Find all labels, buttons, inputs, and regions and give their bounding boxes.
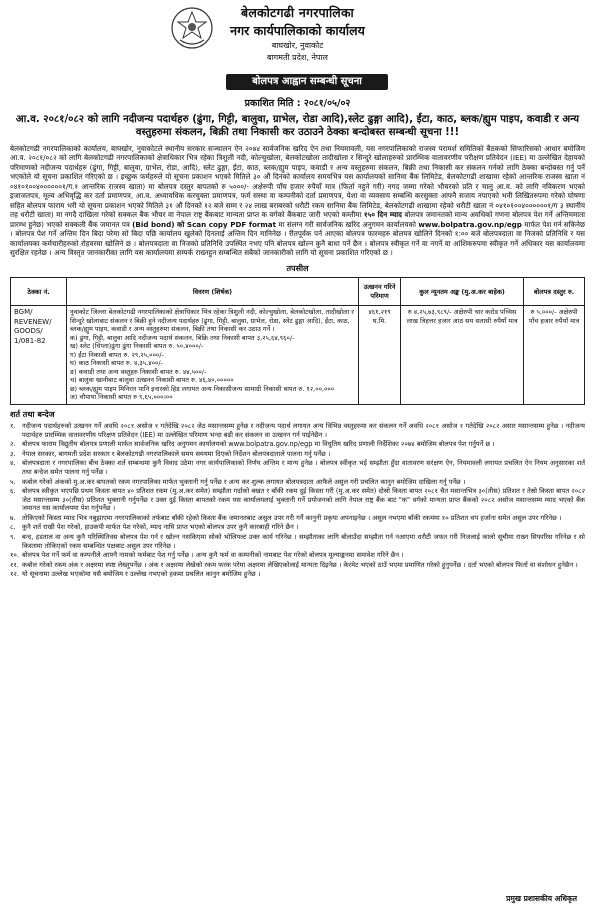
notice-banner: बोलपत्र आह्वान सम्बन्धी सूचना bbox=[226, 74, 388, 90]
address-line-1: बाघखोर, नुवाकोट bbox=[271, 41, 324, 50]
condition-number: ११. bbox=[10, 560, 19, 569]
cell-cost: रु ४,२५,७३,९८९/- अक्षेरुपी चार करोड पच्चिस लाख त्रिहत्तर हजार आठ सय सतासी रुपैयाँ मात्र bbox=[401, 306, 524, 405]
letterhead bbox=[10, 4, 585, 87]
list-item bbox=[10, 533, 585, 550]
desc-item: छ) ब्लक/ह्युम पाइप मिनिरल पानि इनारको हिड लगायत अन्य निकासीजन्य सामाग्री निकासी बापत रु. १२,००,००० bbox=[70, 384, 335, 393]
nepal-government-emblem-icon bbox=[170, 6, 214, 50]
condition-number: १. bbox=[10, 421, 16, 430]
table-row bbox=[11, 306, 585, 405]
condition-number: ८. bbox=[10, 523, 16, 532]
conditions-list bbox=[10, 422, 585, 579]
condition-text: नदीजन्य पदार्थहरुको उत्खनन गर्ने अवधि २०८१ असोज १ गतेदेखि २०८२ जेठ मसान्तसम्म हुनेछ र नदीजन्य पदार्थ लगायत अन्य विभिन्न वस्तुहरुमा कर संकलन गर्ने अवधि २०८१ असोज १ गतेदेखि २०८२ असार मसान्तसम्म हुनेछ । नदीजन्य पदार्थहरु प्रारम्भिक वातावरणीय परिक्षण प्रतिवेदन (IEE) मा उल्लेखित परिमाण भन्दा बढी कर संकलन वा उत्खनन गर्न पाईनेछैन । bbox=[22, 421, 585, 439]
list-item bbox=[10, 459, 585, 476]
header-cost: कुल न्यूनतम अङ्क (मु.अ.कर बाहेक) bbox=[401, 278, 524, 306]
signatory-title: प्रमुख प्रशासकीय अधिकृत bbox=[506, 894, 577, 903]
desc-item: ज) चौपाया निकासी बापत रु ९,६५,०००।०० bbox=[70, 393, 173, 402]
condition-text: बोलपत्र पेश गर्ने फर्म वा कम्पनीले आफ्नै नामको फर्मबाट पेश गर्नु पर्नेछ । अन्य कुनै फर्म वा कम्पनीको नामबाट पेश गरेको बोलपत्र मूल्याङ्कनमा समावेश गरिने छैन । bbox=[22, 551, 404, 560]
condition-number: ३. bbox=[10, 449, 16, 458]
condition-text: कबोल गरेको रकम अंक र अक्षरमा स्पष्ट लेख्नुपर्नेछ । अंक र अक्षरमा लेखेको रकम फरक परेमा अक्षरमा लेखिएकोलाई मान्यता दिइनेछ । केरमेट भएको ठाउँ भएमा प्रमाणित गरेको हुनुपर्नेछ । दर्ता भएको बोलपत्र फिर्ता वा संशोधन हुनेछैन । bbox=[22, 560, 578, 569]
cell-fee: रु ५,०००/- अक्षेरुपी पाँच हजार रुपैयाँ मात्र bbox=[524, 306, 585, 405]
condition-text: बन्द, हडताल वा अन्य कुनै परिस्थितिवस बोलपत्र पेश गर्न र खोल्न नसकिएमा सोको भोलिपल्ट उक्त कार्य गरिनेछ । सम्झौताका लागि बोलाउँदा सम्झौता गर्न नआएमा धरौटी जफत गरी निजलाई कालो सूचीमा राख्न सिफारिस गरिनेछ र सो किस्तामा तोकिएको रकम सम्बन्धित पक्षबाट असुल उपर गरिनेछ । bbox=[22, 533, 585, 550]
header-desc: विवरण (शिर्षक) bbox=[67, 278, 359, 306]
desc-item: ख) स्लेट (चिप्ला)ढुंगा ढुंगा निकासी बापत रु. ५०,४०००/- bbox=[70, 342, 204, 351]
desc-item: क) ढुंगा, गिट्टी, बालुवा आदि नदीजन्य पदार्थ संकलन, बिक्रि तथा निकासी बापत ३,२५,६४,९६०/- bbox=[70, 333, 295, 342]
municipality-name: बेलकोटगढी नगरपालिका bbox=[241, 5, 354, 20]
egp-link[interactable]: www.bolpatra.gov.np/egp bbox=[418, 219, 522, 229]
condition-number: ४. bbox=[10, 459, 16, 468]
body-text-part-4: मार्फत पेश गर्न सकिनेछ । बोलपत्र पेश गर्ने अन्तिम दिन बिदा परेमा सो बिदा पछि कार्यालय खुलेको दिनलाई अन्तिम दिन मानिनेछ । रीतपूर्वक पर्न आएका बोलपत्र फारमहरु बोलपत्र खोलिने दिनको १:०० बजे बोलपत्रदाता वा निजको प्रतिनिधि र यस कार्यालयका कर्मचारीहरुको रोहवरमा खोलिने छ । बोलपत्रदाता वा निजको प्रतिनिधि उपस्थित नभए पनि बोलपत्र खोल्न कुनै बाधा पर्ने छैन । बोलपत्र स्वीकृत गर्ने वा नगर्ने वा आंशिकरुपमा स्वीकृत गर्ने अधिकार यस कार्यालयमा सुरक्षित रहनेछ । अन्य विस्तृत जानकारीका लागि यस कार्यालयमा सम्पर्क राख्नहुन सम्बन्धित सबैको जानकारीको लागि यो सूचना प्रकाशित गरिएको छ । bbox=[10, 219, 585, 257]
list-item bbox=[10, 440, 585, 449]
list-item bbox=[10, 523, 585, 532]
schedule-header-row bbox=[11, 278, 585, 306]
desc-intro: नुवाकोट जिल्ला बेलकोटगढी नगरपालिकाको क्षेत्राधिकार भित्र रहेका त्रिशुली नदी, कोल्चुखोला, बेलकोटखोला, तादीखोला र सिन्दुरे खोलाबाट संकलन र बिक्री हुने नदीजन्य पदार्थहरु (ढुंगा, गिट्टी, बालुवा, ग्राभेल, रोडा, स्लेट ढुङ्गा आदि), ईंटा, काठ, ब्लक/ह्युम पाइप, कवाडी र अन्य वस्तुहरुमा संकलन, बिक्री तथा निकासी कर उठाउ गर्ने । bbox=[70, 308, 354, 334]
header-ref: ठेक्का नं. bbox=[11, 278, 67, 306]
desc-item: च) बालुवा खानीबाट बालुवा उत्खनन निकासी बापत रु. ४६,४०,००००० bbox=[70, 376, 234, 385]
condition-text: नेपाल सरकार, बागमती प्रदेश सरकार र बेलकोटगढी नगरपालिकाले समय समयमा दिएको निर्देशन बोलपत्रदाताले पालना गर्नु पर्नेछ । bbox=[22, 449, 331, 458]
condition-text: बोलपत्रदाता र नगरपालिका बीच ठेक्का शर्त सम्बन्धमा कुनै विवाद उठेमा नगर कार्यपालिकाको निर्णय अन्तिम र मान्य हुनेछ । बोलपत्र स्वीकृत भई सम्झौता हुँदा वातावरण सरंक्षण ऐन, नियमावली लगायत प्रचलित ऐन नियम अनुसारका शर्त तथा बन्देज समेत पालना गर्नु पर्नेछ । bbox=[22, 459, 585, 476]
condition-number: १०. bbox=[10, 551, 19, 560]
cell-qty: ४६१,२१९ घ.मि. bbox=[359, 306, 401, 405]
condition-text: कुनै शर्त राखी पेश गरेको, हाउकपी मार्फत पेश गरेको, म्याद नाघि प्राप्त भएको बोलपत्र उपर कुनै कारबाही गरिने छैन । bbox=[22, 523, 299, 532]
list-item bbox=[10, 570, 585, 579]
body-text-part-3: मा संलग्न गरी सार्वजनिक खरिद अनुगमन कार्यालयको bbox=[276, 219, 419, 229]
condition-text: तोकिएको किस्ता म्याद भित्र नबुझाएमा नगरपालिकाको तर्फबाट बाँकी रहेको किस्ता बैंक जमानतबाट असुल उपर गरी गर्नै कानुनी प्रकृया अपनाइनेछ । असुल नभएमा बाँकी रकममा १० प्रतिशत थप हर्जाना समेत असुल उपर गरिनेछ । bbox=[22, 513, 562, 522]
list-item bbox=[10, 422, 585, 439]
condition-number: ७. bbox=[10, 513, 16, 522]
list-item bbox=[10, 487, 585, 513]
condition-number: ५. bbox=[10, 477, 16, 486]
condition-number: २. bbox=[10, 440, 16, 449]
notice-body bbox=[10, 144, 585, 257]
header-qty: उत्खनन गरिने परिमाण bbox=[359, 278, 401, 306]
condition-number: १२. bbox=[10, 570, 19, 579]
condition-text: कबोल गरेको अंकको मु.अ.कर बापतको रकम नगरपालिका मार्फत भुक्तानी गर्नु पर्नेछ र अन्य कर शुल्क लगायत बोलपत्रदाता आफैले असुल गरी प्रचलित कानुन बमोजिम दाखिला गर्नु पर्नेछ । bbox=[22, 477, 466, 486]
condition-number: ९. bbox=[10, 533, 16, 542]
list-item bbox=[10, 561, 585, 570]
desc-item: घ) काठ निकासी बापत रु. ४,३५,४००/- bbox=[70, 359, 163, 368]
body-text-part-1: बेलकोटगढी नगरपालिकाको कार्यालय, बाघखोर, नुवाकोटले स्थानीय सरकार सञ्चालन ऐन २०७४ सार्वजनिक खरिद ऐन तथा नियमावली, यस नगरपालिकाको राजस्व परामर्श समितिको बैठकको सिफारिसको आधार बमोजिम आ.व. २०८१/०८२ को लागि बेलकोटगढी नगरपालिकाको क्षेत्राधिकार भित्र रहेका त्रिशुली नदी, कोल्चुखोला, बेलकोटखोला तादीखोला र सिन्दुरे खोलाहरुको प्रारम्भिक वातावरणीय परीक्षण प्रतिवेदन (IEE) मा उल्लेखित देहायको परिमाणको नदीजन्य पदार्थहरु (ढुंगा, गिट्टी, बालुवा, ग्राभेल, रोडा, आदि), स्लेट ढुङ्गा, ईंटा, काठ, ब्लक/ह्युम पाइप, कवाडी र अन्य वस्तुहरुमा संकलन, बिक्री तथा निकासी कर संकलन गर्नको लागि ठेक्का बन्दोबस्त गर्नु पर्ने भएकोले यो सूचना प्रकाशित गरिएको छ । इच्छुक फर्महरुले यो सूचना प्रकाशन भएको मितिले ३० औं दिनको कार्यालय समयभित्र यस कार्यालयको सानिमा बैंक लिमिटेड, बेलकोटगढी शाखामा रहेको आन्तरिक राजस्व खाता नं ०४१०१००४००००००१/ग.१ आन्तरिक राजस्व खाता) मा बोलपत्र दस्तुर बापतको रु ५०००/- अक्षेरुपी पाँच हजार रुपैयाँ मात्र (फिर्ता नहुने गरी) नगद जम्मा गरेको भौचरको प्रति र चालु आ.व. को लागि नविकरण भएको इजाजतपत्र, मूल्य अभिवृद्धि कर दर्ता प्रमाणपत्र, आ.व. अध्यावधिक करचुक्ता प्रमाणपत्र, फर्म सस्था वा कम्पनीको दर्ता प्रमाणपत्र, पेशा वा व्यवसाय सम्बन्धि करसुक्ता आफ्नै सजाय नपाएको भनी लिखितरुपमा गरेको घोषणा सहित बोलपत्र फाराम भरी यो सूचना प्रकाशन भएको मितिले ३१ औं दिनको १२ बजे सम्म र २४ लाख बराबरको धरौटी रकम सानिमा बैंक लिमिटेड, बेलकोटगढी शाखामा रहेको धरौटी खाता नं ०४१०१००४००००००१/ग ३ स्थानीय तह धरौटी खाता) मा नगदै दाखिला गरेको सक्कल बैंक भौचर वा नेपाल राष्ट्र बैंकबाट मान्यता प्राप्त क वर्गको बैंकबाट जारी भएको कम्तीमा bbox=[10, 144, 585, 220]
desc-item: ङ) कवाडी तथा अन्य वस्तुहरु निकासी बापत रु. ४४,५००/- bbox=[70, 367, 207, 376]
condition-text: बोलपत्र स्वीकृत भएपछि प्रथम किस्ता बापत ४० प्रतिशत रकम (मु.अ.कर समेत) सम्झौता गर्दाको बखत र बाँकी रकम दुई किस्ता गरी (मु.अ.कर समेत) दोस्रो किस्ता बापत २०८१ चैत मसान्तभित्र ३०(तीस) प्रतिशत र तेस्रो किस्ता बापत २०८२ जेठ मसान्तसम्म ३०(तीस) प्रतिशत भुक्तानी गर्नुपर्नेछ र उक्त दुई किस्ता बापतको रकम यस कार्यालयलाई भुक्तानी गर्ने प्रयोजनको लागि नेपाल राष्ट्र बैंक बाट "क" वर्गको मान्यता प्राप्त बैंकको २०८२ असोज मसान्तसम्म म्याद भएको बैंक जमानत यस कार्यालयमा पेश गर्नुपर्नेछ । bbox=[22, 487, 585, 513]
list-item bbox=[10, 450, 585, 459]
cell-desc bbox=[67, 306, 359, 405]
list-item bbox=[10, 514, 585, 523]
cell-ref: BGM/ REVENEW/ GOODS/ 1/081-82 bbox=[11, 306, 67, 405]
desc-item: ग) ईंटा निकासी बापत रु. २९,२५,०००/- bbox=[70, 350, 164, 359]
conditions-title: शर्त तथा बन्देज bbox=[10, 409, 55, 419]
schedule-title: तपसील bbox=[286, 264, 309, 274]
header-fee: बोलपत्र दस्तुर रु. bbox=[524, 278, 585, 306]
list-item bbox=[10, 478, 585, 487]
schedule-table bbox=[10, 277, 585, 405]
body-bold-bid-bond: (Bid bond) को Scan copy PDF format bbox=[132, 219, 277, 229]
condition-text: बोलपत्र फाराम विद्युतीय बोलपत्र प्रणाली मार्फत सार्वजनिक खरिद अनुगमन कार्यालयको www.bolpatra.gov.np/egp मा विधुतिय खरिद प्रणाली निर्देशिका २०७४ बमोजिम बोलपत्र पेश गर्नुपर्ने छ । bbox=[22, 440, 495, 449]
condition-text: यो सूचनामा उल्लेख भएकोमा यसै बमोजिम र उल्लेख नभएको हकमा प्रचलित कानुन बमोजिम हुनेछ । bbox=[22, 570, 261, 579]
body-text-part-2: बोलपत्र जमानतको मान्य अवधिको गणना बोलपत्र पेश गर्ने अन्तिममाता प्रारम्भ हुनेछ) भएको सक्कली बैंक जमानत पत्र bbox=[10, 210, 585, 229]
address-line-2: बागमती प्रदेश, नेपाल bbox=[267, 53, 328, 62]
condition-number: ६. bbox=[10, 487, 16, 496]
published-date: प्रकाशित मिति : २०८१/०५/०२ bbox=[244, 98, 351, 109]
body-bold-validity: १५० दिन म्याद bbox=[363, 210, 402, 220]
list-item bbox=[10, 551, 585, 560]
office-name: नगर कार्यपालिकाको कार्यालय bbox=[230, 23, 365, 38]
notice-headline: आ.व. २०८१/०८२ को लागि नदीजन्य पदार्थहरु (ढुंगा, गिट्टी, बालुवा, ग्राभेल, रोडा आदि),स्लेट ढुङ्गा आदि), ईंटा, काठ, ब्लक/ह्युम पाइप, कवाडी र अन्य वस्तुहरुमा संकलन, बिक्री तथा निकासी कर उठाउने ठेक्का बन्दोबस्त सम्बन्धी सूचना !!! bbox=[15, 114, 580, 138]
